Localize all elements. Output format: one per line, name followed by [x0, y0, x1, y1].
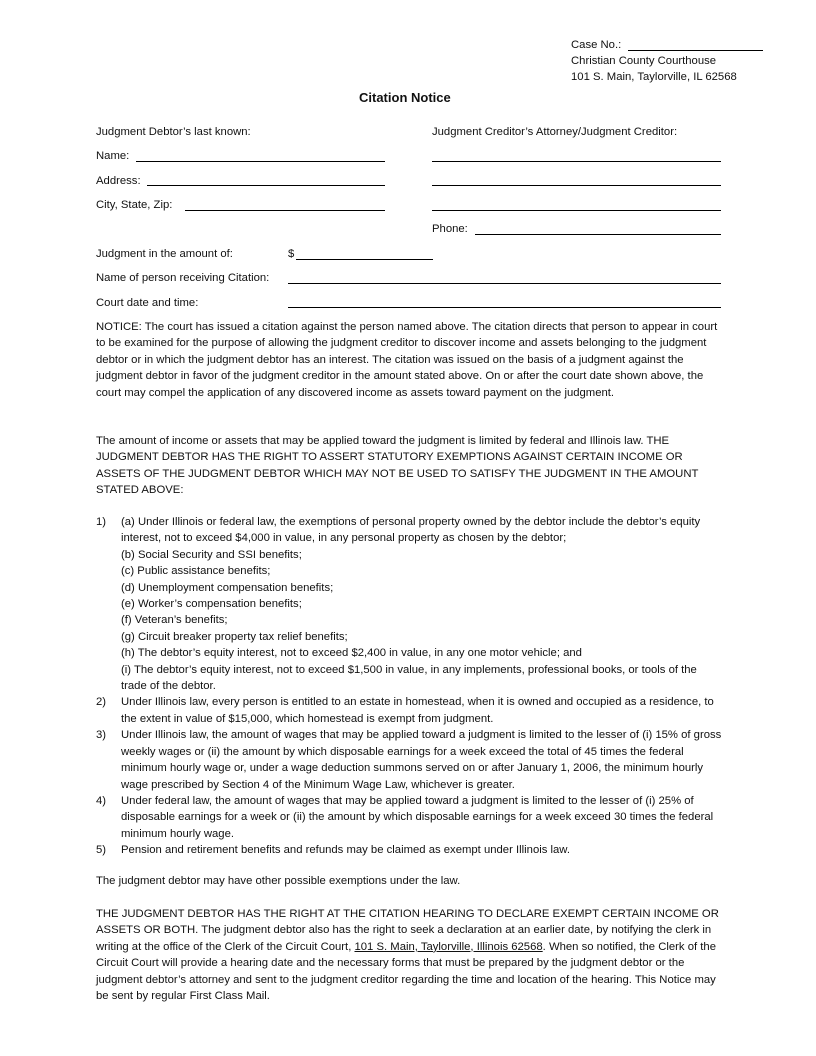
exemption-item-3	[96, 727, 724, 793]
exemption-text: Under Illinois law, the amount of wages that may be applied toward a judgment is limited to the lesser of (i) 15% of gross weekly wages or (ii) the amount by which disposable earnings for a week exceed the total of 45 times the federal minimum hourly wage or, under a wage deduction summons served on or after January 1, 2006, the minimum hourly wage prescribed by Section 4 of the Minimum Wage Law, whichever is greater.	[121, 729, 722, 791]
exemption-item-4	[96, 793, 724, 842]
exemption-text: Under federal law, the amount of wages that may be applied toward a judgment is limited to the lesser of (i) 25% of disposable earnings for a week or (ii) the amount by which disposable earnings for a week exceed 30 times the federal minimum hourly wage.	[121, 794, 714, 840]
exemption-sub-c: (c) Public assistance benefits;	[121, 565, 271, 578]
exemption-sub-f: (f) Veteran’s benefits;	[121, 614, 228, 627]
exemption-item-5	[96, 842, 724, 858]
exemption-list	[96, 514, 724, 859]
limits-paragraph: The amount of income or assets that may be applied toward the judgment is limited by federal and Illinois law. THE JUDGMENT DEBTOR HAS THE RIGHT TO ASSERT STATUTORY EXEMPTIONS AGAINST CERTAIN INCOME OR ASSETS OF THE JUDGMENT DEBTOR WHICH MAY NOT BE USED TO SATISFY THE JUDGMENT IN THE AMOUNT STATED ABOVE:	[96, 435, 699, 497]
debtor-name-field[interactable]	[136, 161, 385, 162]
receiver-name-field[interactable]	[288, 283, 721, 284]
list-number: 3)	[96, 729, 107, 742]
other-exemptions-paragraph: The judgment debtor may have other possible exemptions under the law.	[96, 875, 461, 887]
name-label: Name:	[96, 150, 130, 162]
creditor-line-1-field[interactable]	[432, 161, 721, 162]
exemption-text: Under Illinois law, every person is entitled to an estate in homestead, when it is owned and occupied as a residence, to the extent in value of $15,000, which homestead is exempt from judgment.	[121, 696, 714, 725]
hearing-paragraph	[96, 906, 724, 1004]
exemption-sub-b: (b) Social Security and SSI benefits;	[121, 548, 302, 561]
clerk-address-link: 101 S. Main, Taylorville, Illinois 62568	[354, 940, 543, 953]
case-no-label: Case No.:	[571, 39, 622, 51]
case-no-field[interactable]	[628, 50, 763, 51]
city-state-zip-label: City, State, Zip:	[96, 199, 173, 211]
exemption-sub-a: (a) Under Illinois or federal law, the exemptions of personal property owned by the debtor include the debtor’s equity interest, not to exceed $4,000 in value, in any personal property as chosen by the debtor;	[121, 516, 701, 545]
address-label: Address:	[96, 175, 141, 187]
creditor-phone-field[interactable]	[475, 234, 721, 235]
exemption-item-1	[96, 514, 724, 694]
receiver-label: Name of person receiving Citation:	[96, 272, 270, 284]
list-number: 5)	[96, 844, 107, 857]
exemption-text: Pension and retirement benefits and refunds may be claimed as exempt under Illinois law.	[121, 844, 570, 857]
court-date-field[interactable]	[288, 307, 721, 308]
exemption-sub-g: (g) Circuit breaker property tax relief benefits;	[121, 630, 348, 643]
notice-paragraph: NOTICE: The court has issued a citation against the person named above. The citation directs that person to appear in court to be examined for the purpose of allowing the judgment creditor to discover income and assets belonging to the judgment debtor or in which the judgment debtor has an interest. The citation was issued on the basis of a judgment against the judgment debtor in favor of the judgment creditor in the amount stated above. On or after the court date shown above, the court may compel the application of any discovered income as assets toward payment on the judgment.	[96, 321, 718, 399]
phone-label: Phone:	[432, 223, 468, 235]
exemption-sub-e: (e) Worker’s compensation benefits;	[121, 598, 302, 611]
judgment-amount-field[interactable]	[296, 259, 433, 260]
courthouse-name: Christian County Courthouse	[571, 55, 717, 67]
debtor-city-state-zip-field[interactable]	[185, 210, 385, 211]
creditor-heading: Judgment Creditor’s Attorney/Judgment Creditor:	[432, 126, 678, 138]
exemption-sub-h: (h) The debtor’s equity interest, not to exceed $2,400 in value, in any one motor vehicle; and	[121, 647, 582, 660]
page-title: Citation Notice	[359, 90, 451, 105]
dollar-sign: $	[288, 248, 295, 260]
list-number: 1)	[96, 516, 107, 528]
exemption-sub-i: (i) The debtor’s equity interest, not to exceed $1,500 in value, in any implements, professional books, or tools of the trade of the debtor.	[121, 663, 697, 693]
hearing-text-part-1: THE JUDGMENT DEBTOR HAS THE RIGHT AT THE CITATION HEARING TO DECLARE EXEMPT CERTAIN INCOME OR ASSETS OR BOTH. The judgment debtor also has the right to seek a declaration at an earlier date, by notifying the clerk in writing at the office of the Clerk of the Circuit Court,	[96, 908, 719, 953]
hearing-text-part-2: . When so notified, the Clerk of the Circuit Court will provide a hearing date and the necessary forms that must be prepared by the judgment debtor or the judgment debtor’s attorney and sent to the judgment creditor regarding the time and location of the hearing. This Notice may be sent by regular First Class Mail.	[96, 940, 716, 1003]
creditor-line-3-field[interactable]	[432, 210, 721, 211]
debtor-address-field[interactable]	[147, 185, 385, 186]
list-number: 2)	[96, 696, 107, 709]
list-number: 4)	[96, 794, 107, 807]
creditor-line-2-field[interactable]	[432, 185, 721, 186]
debtor-heading: Judgment Debtor’s last known:	[96, 126, 251, 138]
amount-label: Judgment in the amount of:	[96, 248, 233, 260]
exemption-sub-d: (d) Unemployment compensation benefits;	[121, 581, 334, 594]
court-date-label: Court date and time:	[96, 297, 199, 309]
exemption-item-2	[96, 694, 724, 727]
courthouse-address: 101 S. Main, Taylorville, IL 62568	[571, 71, 737, 83]
